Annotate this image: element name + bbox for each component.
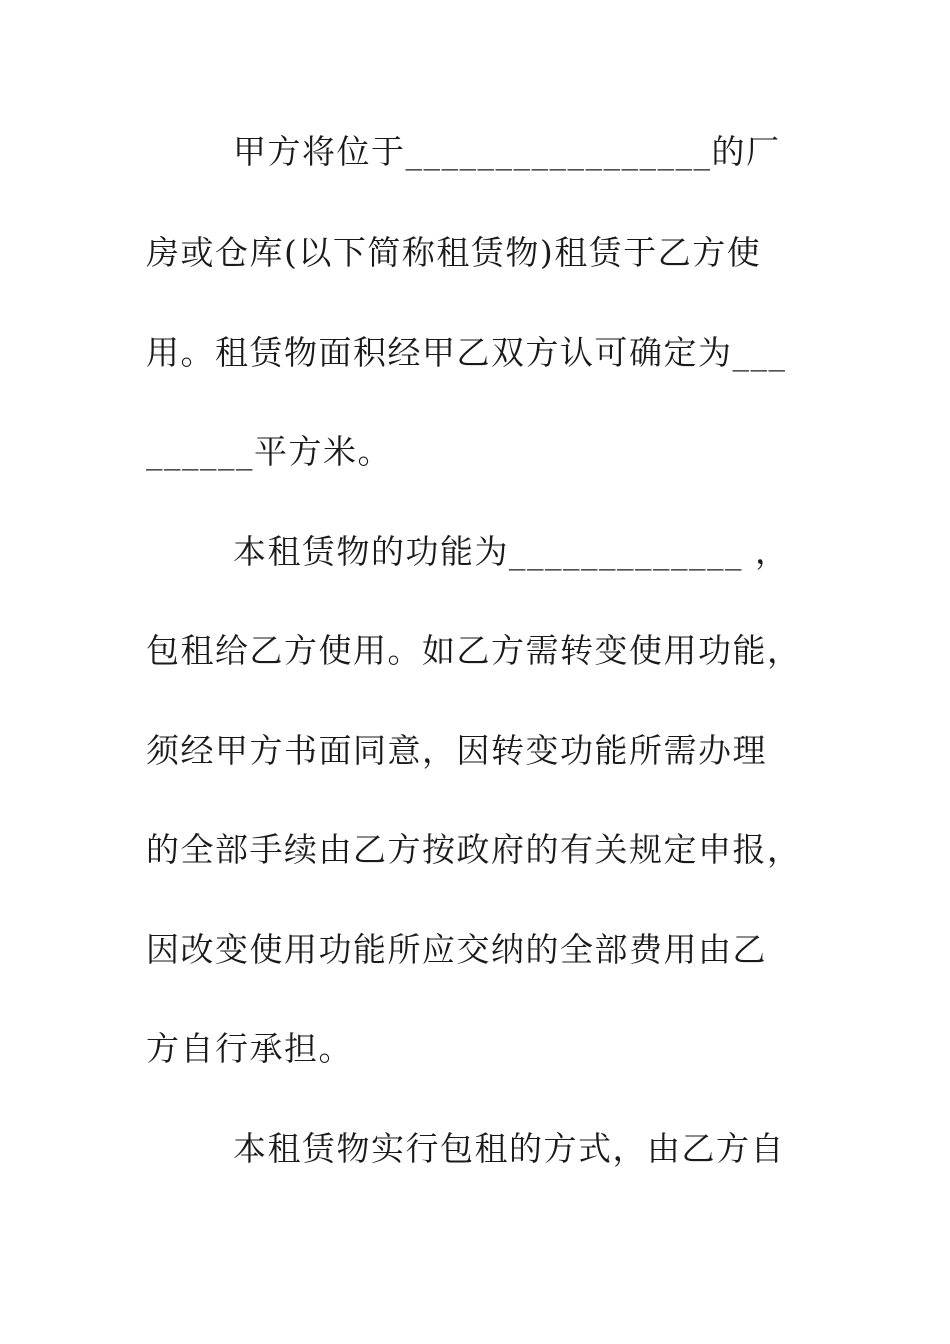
paragraph-1-line-3: 用。租赁物面积经甲乙双方认可确定为___: [146, 333, 787, 372]
paragraph-2-line-3: 须经甲方书面同意，因转变功能所需办理: [146, 731, 767, 770]
paragraph-2-line-2: 包租给乙方使用。如乙方需转变使用功能，: [146, 631, 802, 670]
paragraph-1-line-1: 甲方将位于_________________的厂: [233, 132, 781, 171]
paragraph-2-line-4: 的全部手续由乙方按政府的有关规定申报，: [146, 830, 802, 869]
paragraph-1-line-2: 房或仓库(以下简称租赁物)租赁于乙方使: [146, 233, 762, 272]
paragraph-3-line-1: 本租赁物实行包租的方式，由乙方自: [233, 1129, 785, 1168]
paragraph-2-line-1: 本租赁物的功能为_____________ ，: [233, 532, 790, 571]
paragraph-1-line-4: ______平方米。: [146, 432, 392, 471]
paragraph-2-line-6: 方自行承担。: [146, 1029, 353, 1068]
paragraph-2-line-5: 因改变使用功能所应交纳的全部费用由乙: [146, 930, 767, 969]
